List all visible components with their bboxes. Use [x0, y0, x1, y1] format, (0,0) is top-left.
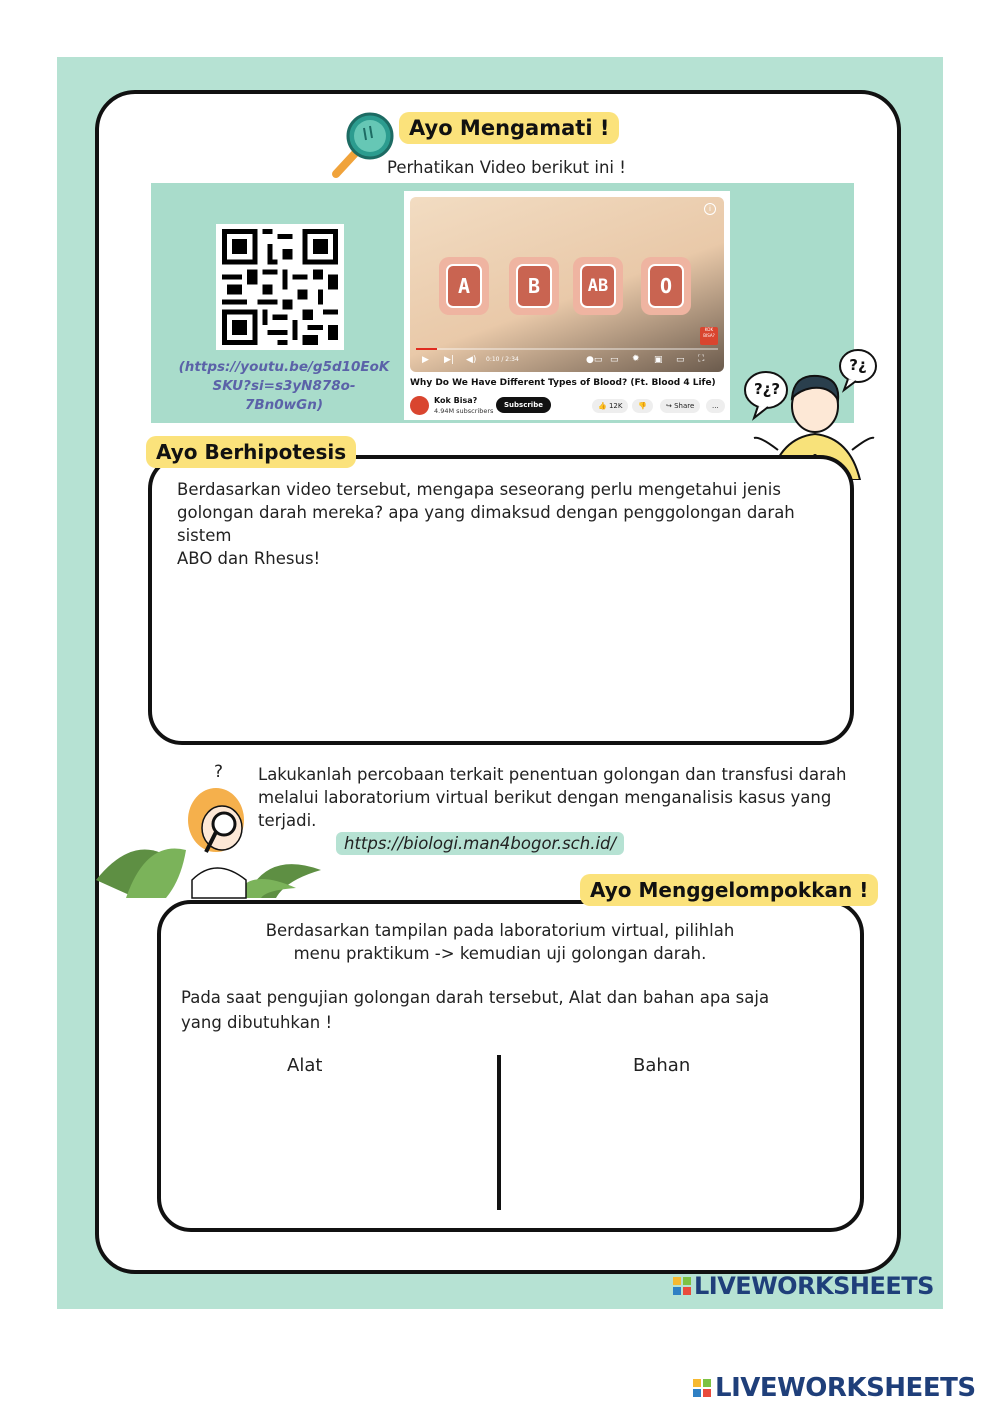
info-icon[interactable]: i — [704, 203, 716, 215]
hipotesis-line: ABO dan Rhesus! — [177, 549, 321, 568]
autoplay-toggle-icon[interactable]: ●▭ — [586, 355, 603, 365]
volume-icon[interactable]: ◀) — [466, 355, 477, 365]
settings-gear-icon[interactable]: ✹ — [632, 354, 640, 364]
liveworksheets-mark-icon — [692, 1378, 712, 1398]
subscriber-count: 4.94M subscribers — [434, 407, 494, 415]
next-icon[interactable]: ▶| — [444, 355, 454, 365]
blood-bag — [439, 257, 489, 315]
bahan-column-label: Bahan — [633, 1055, 691, 1076]
intro-line: Berdasarkan tampilan pada laboratorium virtual, pilihlah — [265, 921, 735, 940]
progress-fill — [416, 348, 437, 350]
dislike-button[interactable] — [632, 399, 653, 413]
video-link[interactable] — [178, 358, 390, 415]
video-title[interactable]: Why Do We Have Different Types of Blood? (Ft. Blood 4 Life) — [410, 378, 716, 388]
liveworksheets-wordmark: LIVEWORKSHEETS — [715, 1373, 976, 1403]
channel-watermark — [700, 327, 718, 345]
liveworksheets-logo-inner — [672, 1272, 934, 1300]
fullscreen-icon[interactable]: ⛶ — [698, 354, 705, 364]
question-mark: ? — [214, 762, 224, 782]
miniplayer-icon[interactable]: ▣ — [654, 355, 663, 365]
video-link-line2: SKU?si=s3yN878o-7Bn0wGn) — [212, 378, 356, 413]
qr-code[interactable] — [216, 224, 344, 350]
play-icon[interactable]: ▶ — [422, 355, 429, 365]
virtual-lab-link[interactable]: https://biologi.man4bogor.sch.id/ — [336, 832, 624, 855]
thought-bubble-left: ?¿? — [753, 380, 781, 398]
percobaan-line: melalui laboratorium virtual berikut dengan menganalisis kasus yang — [258, 788, 832, 807]
question-line: yang dibutuhkan ! — [181, 1013, 333, 1032]
watermark-text: KOK BISA? — [703, 327, 715, 338]
captions-icon[interactable]: ▭ — [610, 355, 619, 365]
thumbs-down-icon: 👎 — [638, 402, 647, 410]
question-line: Pada saat pengujian golongan darah tersebut, Alat dan bahan apa saja — [181, 988, 770, 1007]
share-icon: ↪ — [666, 402, 675, 410]
progress-track[interactable] — [416, 348, 718, 350]
liveworksheets-wordmark: LIVEWORKSHEETS — [694, 1272, 934, 1300]
like-button[interactable] — [592, 399, 628, 413]
blood-bag-label: O — [648, 264, 684, 308]
menggelompokkan-question — [181, 985, 841, 1035]
blood-bag — [573, 257, 623, 315]
percobaan-line: Lakukanlah percobaan terkait penentuan golongan dan transfusi darah — [258, 765, 847, 784]
blood-bag-label: A — [446, 264, 482, 308]
alat-answer-area[interactable] — [180, 1090, 480, 1210]
menggelompokkan-intro — [200, 919, 800, 965]
youtube-player[interactable] — [410, 197, 724, 372]
bahan-answer-area[interactable] — [520, 1090, 840, 1210]
time-readout: 0:10 / 2:34 — [486, 356, 519, 363]
share-label: Share — [674, 402, 695, 410]
theater-icon[interactable]: ▭ — [676, 355, 685, 365]
thought-bubble-right: ?¿ — [849, 356, 867, 374]
hipotesis-line: Berdasarkan video tersebut, mengapa seseorang perlu mengetahui jenis — [177, 480, 781, 499]
channel-name[interactable]: Kok Bisa? — [434, 396, 478, 405]
thumbs-up-icon: 👍 — [598, 402, 609, 410]
video-link-line1: (https://youtu.be/g5d10EoK — [178, 359, 390, 375]
percobaan-instruction — [258, 763, 858, 832]
like-count: 12K — [608, 402, 623, 410]
intro-line: menu praktikum -> kemudian uji golongan darah. — [293, 944, 707, 963]
berhipotesis-heading: Ayo Berhipotesis — [146, 436, 356, 468]
liveworksheets-logo-footer — [692, 1373, 976, 1403]
blood-bag — [509, 257, 559, 315]
hipotesis-line: golongan darah mereka? apa yang dimaksud dengan penggolongan darah sistem — [177, 503, 795, 545]
qr-code-icon — [216, 224, 344, 350]
liveworksheets-mark-icon — [672, 1276, 692, 1296]
subscribe-button[interactable]: Subscribe — [496, 397, 551, 413]
more-button[interactable]: ... — [706, 399, 725, 413]
alat-column-label: Alat — [287, 1055, 323, 1076]
hipotesis-answer-area[interactable] — [170, 555, 830, 725]
share-button[interactable] — [660, 399, 700, 413]
blood-bag — [641, 257, 691, 315]
blood-bag-label: AB — [580, 264, 616, 308]
mengamati-heading: Ayo Mengamati ! — [399, 112, 619, 144]
column-divider — [497, 1055, 501, 1210]
mengamati-subtitle: Perhatikan Video berikut ini ! — [387, 158, 626, 177]
channel-avatar[interactable] — [410, 396, 429, 415]
percobaan-line: terjadi. — [258, 811, 317, 830]
blood-bag-label: B — [516, 264, 552, 308]
menggelompokkan-heading: Ayo Menggelompokkan ! — [580, 874, 878, 906]
